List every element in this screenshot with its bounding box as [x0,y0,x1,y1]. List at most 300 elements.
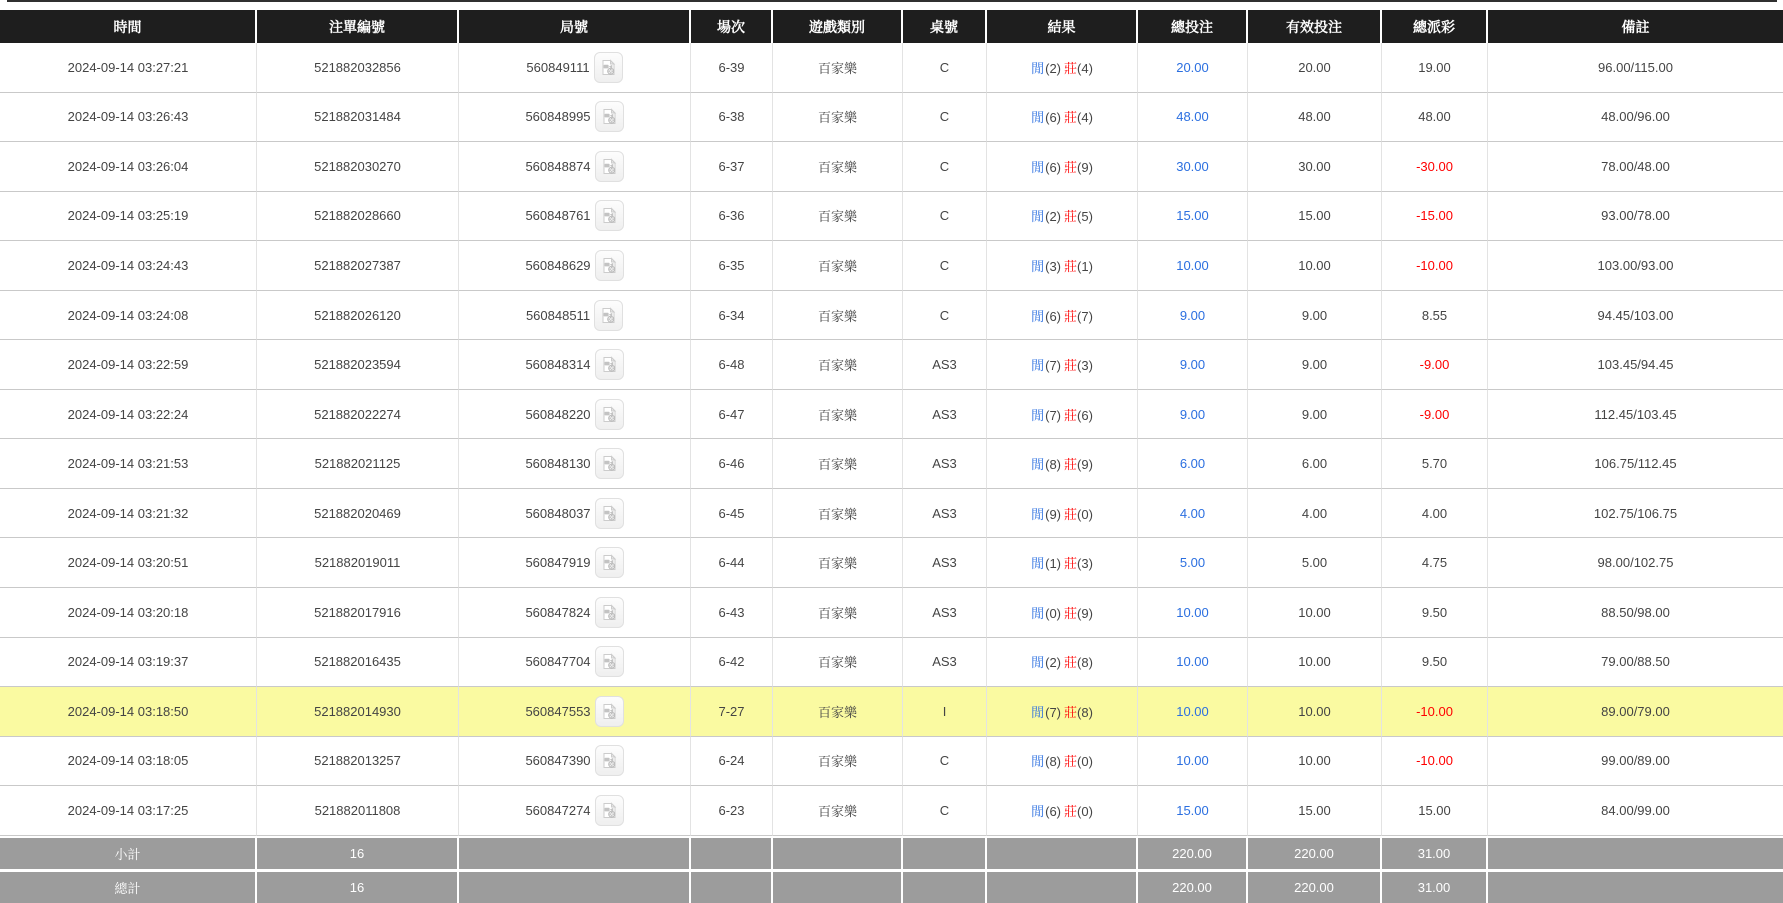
result-banker-label: 莊 [1064,556,1078,572]
col-header-time: 時間 [0,10,257,43]
result-banker-label: 莊 [1064,110,1078,126]
cell-payout: 9.50 [1382,588,1488,638]
cell-total-bet: 10.00 [1138,241,1248,291]
cell-round-no [459,43,691,93]
col-header-table-no: 桌號 [903,10,987,43]
cell-round-no [459,241,691,291]
cell-result [987,93,1138,143]
result-player-point: (7) [1045,704,1061,720]
result-player-label: 閒 [1031,209,1045,225]
video-file-icon [601,802,618,819]
result-player-point: (6) [1045,159,1061,175]
cell-table-no: C [903,93,987,143]
cell-result [987,687,1138,737]
round-no-text: 560848874 [525,158,591,174]
cell-time: 2024-09-14 03:22:24 [0,390,257,440]
cell-payout: 4.75 [1382,538,1488,588]
cell-round-no [459,340,691,390]
grand-total-valid-bet: 220.00 [1248,869,1382,903]
cell-game-type: 百家樂 [773,489,903,539]
cell-order-no: 521882013257 [257,737,459,787]
cell-round-no [459,588,691,638]
cell-table-no: I [903,687,987,737]
result-player-point: (2) [1045,655,1061,671]
cell-total-bet: 20.00 [1138,43,1248,93]
cell-time: 2024-09-14 03:20:51 [0,538,257,588]
cell-total-bet: 4.00 [1138,489,1248,539]
cell-session: 6-39 [691,43,773,93]
col-header-session: 場次 [691,10,773,43]
table-row [0,192,1783,242]
table-row [0,538,1783,588]
table-row [0,439,1783,489]
grand-total-empty-round-no [459,869,691,903]
cell-remark: 102.75/106.75 [1488,489,1783,539]
subtotal-row [0,836,1783,869]
cell-total-bet: 10.00 [1138,638,1248,688]
cell-table-no: AS3 [903,638,987,688]
result-banker-point: (8) [1077,655,1093,671]
round-no-text: 560849111 [526,59,590,75]
cell-payout: 48.00 [1382,93,1488,143]
result-banker-point: (5) [1077,209,1093,225]
video-file-icon [601,653,618,670]
cell-remark: 98.00/102.75 [1488,538,1783,588]
result-player-point: (2) [1045,60,1061,76]
grand-total-row [0,869,1783,903]
cell-time: 2024-09-14 03:25:19 [0,192,257,242]
cell-result [987,340,1138,390]
video-replay-button[interactable] [595,696,624,727]
cell-game-type: 百家樂 [773,340,903,390]
result-banker-point: (0) [1077,506,1093,522]
result-banker-label: 莊 [1064,258,1078,274]
result-banker-point: (7) [1077,308,1093,324]
cell-session: 6-24 [691,737,773,787]
result-player-point: (3) [1045,258,1061,274]
cell-payout: 9.50 [1382,638,1488,688]
round-no-text: 560848629 [525,257,591,273]
cell-round-no [459,192,691,242]
cell-payout: 19.00 [1382,43,1488,93]
cell-total-bet: 5.00 [1138,538,1248,588]
cell-total-bet: 10.00 [1138,588,1248,638]
result-player-label: 閒 [1031,457,1045,473]
video-file-icon [601,257,618,274]
cell-session: 6-42 [691,638,773,688]
cell-valid-bet: 10.00 [1248,737,1382,787]
result-player-label: 閒 [1031,754,1045,770]
cell-order-no: 521882032856 [257,43,459,93]
cell-order-no: 521882021125 [257,439,459,489]
cell-session: 6-23 [691,786,773,836]
result-banker-label: 莊 [1064,159,1078,175]
cell-total-bet: 15.00 [1138,192,1248,242]
result-player-point: (0) [1045,605,1061,621]
cell-round-no [459,786,691,836]
cell-total-bet: 9.00 [1138,291,1248,341]
result-banker-label: 莊 [1064,506,1078,522]
result-player-label: 閒 [1031,506,1045,522]
grand-total-count: 16 [257,869,459,903]
cell-session: 6-35 [691,241,773,291]
col-header-result: 結果 [987,10,1138,43]
result-banker-point: (6) [1077,407,1093,423]
cell-round-no [459,538,691,588]
cell-table-no: C [903,192,987,242]
result-banker-point: (3) [1077,358,1093,374]
cell-valid-bet: 10.00 [1248,241,1382,291]
cell-table-no: C [903,737,987,787]
cell-total-bet: 9.00 [1138,390,1248,440]
subtotal-count: 16 [257,836,459,869]
cell-valid-bet: 10.00 [1248,638,1382,688]
result-player-label: 閒 [1031,308,1045,324]
grand-total-payout: 31.00 [1382,869,1488,903]
video-replay-button[interactable] [595,101,624,132]
cell-round-no [459,439,691,489]
round-no-text: 560847553 [525,703,591,719]
result-player-label: 閒 [1031,605,1045,621]
cell-order-no: 521882019011 [257,538,459,588]
subtotal-valid-bet: 220.00 [1248,836,1382,869]
video-file-icon [601,604,618,621]
cell-time: 2024-09-14 03:26:04 [0,142,257,192]
grand-total-total-bet: 220.00 [1138,869,1248,903]
cell-valid-bet: 9.00 [1248,390,1382,440]
result-player-point: (9) [1045,506,1061,522]
col-header-valid-bet: 有效投注 [1248,10,1382,43]
video-replay-button[interactable] [595,200,624,231]
video-file-icon [601,207,618,224]
video-replay-button[interactable] [595,151,624,182]
col-header-game-type: 遊戲類別 [773,10,903,43]
cell-session: 6-34 [691,291,773,341]
bet-records-table [0,10,1783,903]
cell-time: 2024-09-14 03:27:21 [0,43,257,93]
video-replay-button[interactable] [595,498,624,529]
cell-total-bet: 9.00 [1138,340,1248,390]
cell-total-bet: 48.00 [1138,93,1248,143]
col-header-order-no: 注單編號 [257,10,459,43]
result-banker-label: 莊 [1064,655,1078,671]
table-header [0,10,1783,43]
cell-remark: 99.00/89.00 [1488,737,1783,787]
result-player-label: 閒 [1031,655,1045,671]
cell-valid-bet: 5.00 [1248,538,1382,588]
result-player-label: 閒 [1031,556,1045,572]
result-player-point: (2) [1045,209,1061,225]
cell-payout: 4.00 [1382,489,1488,539]
result-banker-label: 莊 [1064,209,1078,225]
result-player-label: 閒 [1031,704,1045,720]
cell-table-no: C [903,291,987,341]
cell-order-no: 521882030270 [257,142,459,192]
col-header-round-no: 局號 [459,10,691,43]
round-no-text: 560848761 [525,208,591,224]
cell-remark: 84.00/99.00 [1488,786,1783,836]
result-banker-label: 莊 [1064,704,1078,720]
grand-total-empty-result [987,869,1138,903]
result-banker-point: (9) [1077,457,1093,473]
cell-remark: 112.45/103.45 [1488,390,1783,440]
round-no-text: 560848037 [525,505,591,521]
cell-session: 6-43 [691,588,773,638]
result-banker-point: (4) [1077,60,1093,76]
cell-remark: 89.00/79.00 [1488,687,1783,737]
round-no-text: 560848511 [525,307,591,323]
cell-session: 6-44 [691,538,773,588]
round-no-text: 560847824 [525,604,591,620]
cell-round-no [459,93,691,143]
video-replay-button[interactable] [595,349,624,380]
cell-result [987,588,1138,638]
round-no-text: 560848220 [525,406,591,422]
result-player-point: (8) [1045,754,1061,770]
cell-round-no [459,142,691,192]
cell-result [987,538,1138,588]
cell-game-type: 百家樂 [773,588,903,638]
video-file-icon [601,505,618,522]
cell-remark: 93.00/78.00 [1488,192,1783,242]
video-file-icon [601,356,618,373]
round-no-text: 560848314 [525,357,591,373]
cell-session: 6-47 [691,390,773,440]
video-file-icon [601,455,618,472]
subtotal-empty-remark [1488,836,1783,869]
cell-round-no [459,489,691,539]
table-row [0,588,1783,638]
cell-game-type: 百家樂 [773,93,903,143]
result-banker-point: (9) [1077,605,1093,621]
result-player-point: (7) [1045,407,1061,423]
top-border-line [7,0,1777,2]
cell-remark: 79.00/88.50 [1488,638,1783,688]
video-file-icon [601,554,618,571]
subtotal-total-bet: 220.00 [1138,836,1248,869]
table-footer [0,836,1783,903]
cell-valid-bet: 10.00 [1248,588,1382,638]
subtotal-empty-table-no [903,836,987,869]
subtotal-empty-session [691,836,773,869]
result-player-label: 閒 [1031,358,1045,374]
cell-session: 6-36 [691,192,773,242]
result-banker-label: 莊 [1064,60,1078,76]
round-no-text: 560847274 [525,802,591,818]
cell-result [987,390,1138,440]
video-replay-button[interactable] [595,250,624,281]
cell-game-type: 百家樂 [773,43,903,93]
cell-remark: 106.75/112.45 [1488,439,1783,489]
cell-result [987,737,1138,787]
grand-total-label: 總計 [0,869,257,903]
cell-time: 2024-09-14 03:21:32 [0,489,257,539]
cell-result [987,43,1138,93]
cell-order-no: 521882014930 [257,687,459,737]
cell-order-no: 521882031484 [257,93,459,143]
cell-table-no: AS3 [903,538,987,588]
col-header-total-bet: 總投注 [1138,10,1248,43]
cell-valid-bet: 15.00 [1248,786,1382,836]
cell-game-type: 百家樂 [773,390,903,440]
cell-game-type: 百家樂 [773,142,903,192]
cell-game-type: 百家樂 [773,638,903,688]
table-row [0,291,1783,341]
cell-result [987,192,1138,242]
cell-session: 6-46 [691,439,773,489]
grand-total-empty-remark [1488,869,1783,903]
cell-time: 2024-09-14 03:22:59 [0,340,257,390]
result-player-point: (6) [1045,803,1061,819]
video-replay-button[interactable] [595,597,624,628]
result-banker-point: (1) [1077,258,1093,274]
cell-game-type: 百家樂 [773,192,903,242]
cell-order-no: 521882026120 [257,291,459,341]
result-banker-label: 莊 [1064,457,1078,473]
table-row [0,687,1783,737]
round-no-text: 560847704 [525,654,591,670]
grand-total-empty-table-no [903,869,987,903]
cell-remark: 96.00/115.00 [1488,43,1783,93]
cell-valid-bet: 9.00 [1248,291,1382,341]
cell-valid-bet: 10.00 [1248,687,1382,737]
video-file-icon [601,108,618,125]
cell-session: 6-48 [691,340,773,390]
cell-table-no: C [903,142,987,192]
header-row [0,10,1783,43]
result-player-label: 閒 [1031,60,1045,76]
video-replay-button[interactable] [595,547,624,578]
subtotal-empty-game-type [773,836,903,869]
table-row [0,241,1783,291]
cell-order-no: 521882023594 [257,340,459,390]
cell-time: 2024-09-14 03:18:50 [0,687,257,737]
video-file-icon [601,703,618,720]
cell-game-type: 百家樂 [773,241,903,291]
cell-remark: 48.00/96.00 [1488,93,1783,143]
grand-total-empty-game-type [773,869,903,903]
round-no-text: 560847390 [525,753,591,769]
cell-game-type: 百家樂 [773,291,903,341]
cell-remark: 103.45/94.45 [1488,340,1783,390]
table-row [0,93,1783,143]
cell-round-no [459,737,691,787]
cell-payout: -10.00 [1382,737,1488,787]
cell-time: 2024-09-14 03:20:18 [0,588,257,638]
result-player-label: 閒 [1031,258,1045,274]
cell-order-no: 521882016435 [257,638,459,688]
result-banker-label: 莊 [1064,358,1078,374]
result-player-point: (7) [1045,358,1061,374]
cell-session: 6-37 [691,142,773,192]
cell-order-no: 521882022274 [257,390,459,440]
cell-result [987,439,1138,489]
table-row [0,142,1783,192]
video-file-icon [600,307,617,324]
result-player-label: 閒 [1031,407,1045,423]
cell-remark: 88.50/98.00 [1488,588,1783,638]
cell-session: 6-45 [691,489,773,539]
result-player-point: (1) [1045,556,1061,572]
cell-total-bet: 6.00 [1138,439,1248,489]
result-banker-label: 莊 [1064,803,1078,819]
cell-result [987,489,1138,539]
cell-valid-bet: 20.00 [1248,43,1382,93]
result-banker-label: 莊 [1064,308,1078,324]
video-file-icon [600,59,617,76]
table-row [0,390,1783,440]
result-banker-label: 莊 [1064,605,1078,621]
video-replay-button[interactable] [595,795,624,826]
cell-order-no: 521882027387 [257,241,459,291]
round-no-text: 560848130 [525,456,591,472]
cell-payout: 5.70 [1382,439,1488,489]
cell-payout: -15.00 [1382,192,1488,242]
cell-valid-bet: 4.00 [1248,489,1382,539]
cell-payout: -10.00 [1382,241,1488,291]
cell-valid-bet: 6.00 [1248,439,1382,489]
result-banker-label: 莊 [1064,754,1078,770]
cell-total-bet: 10.00 [1138,687,1248,737]
video-replay-button[interactable] [595,399,624,430]
cell-table-no: AS3 [903,588,987,638]
grand-total-empty-session [691,869,773,903]
cell-payout: -30.00 [1382,142,1488,192]
cell-game-type: 百家樂 [773,439,903,489]
table-row [0,340,1783,390]
cell-payout: -9.00 [1382,340,1488,390]
table-row [0,638,1783,688]
result-player-label: 閒 [1031,803,1045,819]
video-replay-button[interactable] [595,646,624,677]
cell-result [987,786,1138,836]
subtotal-empty-result [987,836,1138,869]
cell-game-type: 百家樂 [773,538,903,588]
video-replay-button[interactable] [594,300,623,331]
cell-total-bet: 15.00 [1138,786,1248,836]
table-body [0,43,1783,836]
cell-table-no: C [903,43,987,93]
result-banker-point: (0) [1077,754,1093,770]
round-no-text: 560848995 [525,109,591,125]
cell-total-bet: 10.00 [1138,737,1248,787]
cell-payout: 8.55 [1382,291,1488,341]
result-banker-point: (4) [1077,110,1093,126]
result-player-point: (6) [1045,110,1061,126]
cell-table-no: AS3 [903,439,987,489]
video-replay-button[interactable] [595,448,624,479]
cell-order-no: 521882028660 [257,192,459,242]
cell-table-no: AS3 [903,489,987,539]
cell-order-no: 521882011808 [257,786,459,836]
video-replay-button[interactable] [594,52,623,83]
cell-result [987,638,1138,688]
round-no-text: 560847919 [525,555,591,571]
cell-payout: -10.00 [1382,687,1488,737]
video-file-icon [601,406,618,423]
video-replay-button[interactable] [595,745,624,776]
cell-time: 2024-09-14 03:24:08 [0,291,257,341]
col-header-payout: 總派彩 [1382,10,1488,43]
cell-time: 2024-09-14 03:19:37 [0,638,257,688]
cell-total-bet: 30.00 [1138,142,1248,192]
cell-valid-bet: 15.00 [1248,192,1382,242]
result-banker-point: (8) [1077,704,1093,720]
cell-table-no: AS3 [903,390,987,440]
table-row [0,737,1783,787]
video-file-icon [601,158,618,175]
cell-time: 2024-09-14 03:24:43 [0,241,257,291]
